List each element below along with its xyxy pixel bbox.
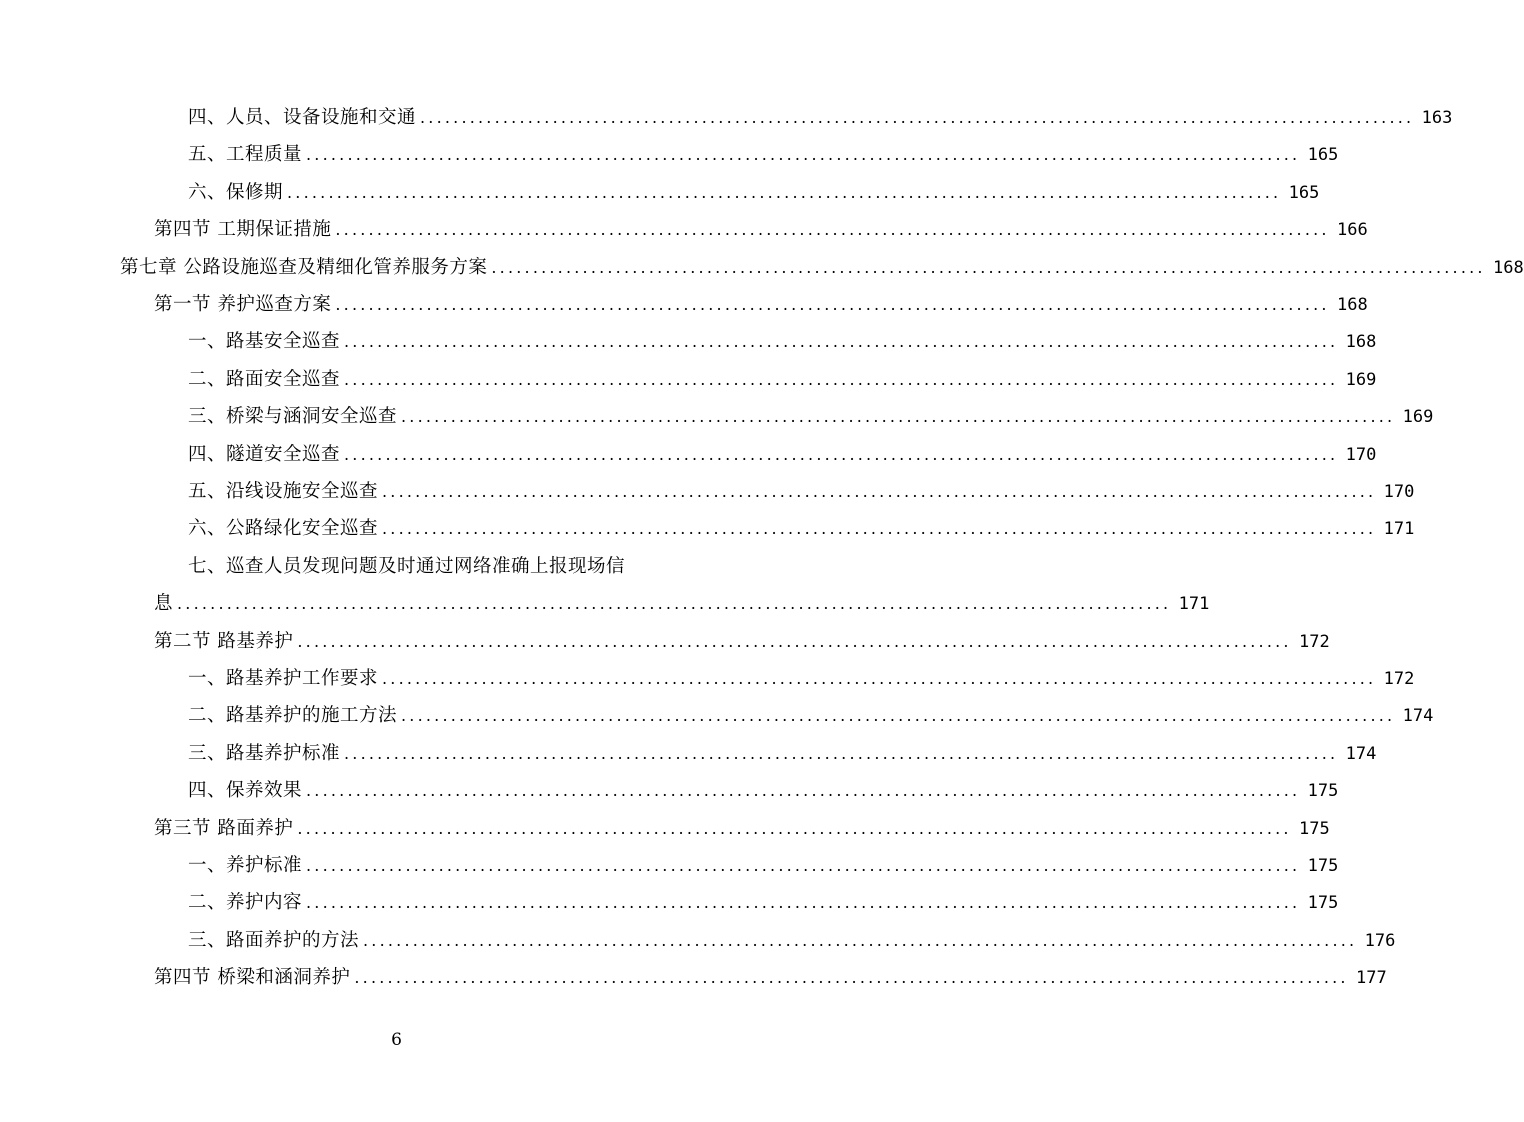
toc-entry-label: 第二节 路基养护 bbox=[154, 630, 294, 652]
toc-entry-page: 168 bbox=[1492, 257, 1524, 278]
toc-entry[interactable] bbox=[188, 137, 1339, 173]
toc-entry-label: 二、养护内容 bbox=[188, 892, 303, 914]
leader-dots: ........................................................................................................................ bbox=[382, 519, 1377, 539]
toc-entry-label-continued: 息 bbox=[154, 593, 174, 615]
toc-entry[interactable] bbox=[188, 100, 1453, 136]
toc-entry-page: 174 bbox=[1402, 706, 1434, 727]
toc-entry-label: 六、保修期 bbox=[188, 181, 284, 203]
toc-entry[interactable] bbox=[188, 362, 1377, 398]
toc-entry-label: 六、公路绿化安全巡查 bbox=[188, 518, 379, 540]
toc-entry[interactable] bbox=[154, 212, 1368, 248]
toc-entry-page: 175 bbox=[1307, 781, 1339, 802]
toc-entry[interactable] bbox=[188, 324, 1377, 360]
leader-dots: ........................................................................................................................ bbox=[306, 145, 1301, 165]
page-number: 6 bbox=[391, 1030, 402, 1050]
leader-dots: ........................................................................................................................ bbox=[401, 706, 1396, 726]
toc-entry[interactable] bbox=[154, 586, 1210, 622]
leader-dots: ........................................................................................................................ bbox=[297, 818, 1292, 838]
toc-entry-page: 171 bbox=[1383, 519, 1415, 540]
toc-entry-label: 四、保养效果 bbox=[188, 780, 303, 802]
toc-entry-page: 166 bbox=[1336, 220, 1368, 241]
toc-entry-page: 168 bbox=[1345, 332, 1377, 353]
toc-entry[interactable] bbox=[188, 511, 1415, 547]
leader-dots: ........................................................................................................................ bbox=[354, 968, 1349, 988]
toc-entry-page: 170 bbox=[1383, 482, 1415, 502]
toc-entry-page: 165 bbox=[1307, 145, 1339, 166]
toc-entry-label: 五、工程质量 bbox=[188, 144, 303, 166]
toc-entry-page: 169 bbox=[1402, 407, 1434, 428]
toc-entry[interactable] bbox=[154, 960, 1387, 996]
toc-entry-page: 172 bbox=[1298, 631, 1330, 652]
toc-entry-label: 一、路基安全巡查 bbox=[188, 331, 341, 353]
toc-entry-label: 第一节 养护巡查方案 bbox=[154, 294, 332, 315]
toc-entry[interactable] bbox=[188, 773, 1339, 809]
leader-dots: ........................................................................................................................ bbox=[363, 930, 1358, 950]
toc-entry-label: 一、养护标准 bbox=[188, 855, 303, 876]
toc-entry-page: 174 bbox=[1345, 743, 1377, 764]
leader-dots: ........................................................................................................................ bbox=[335, 295, 1330, 314]
toc-entry-page: 171 bbox=[1178, 594, 1210, 615]
leader-dots: ........................................................................................................................ bbox=[297, 631, 1292, 651]
toc-entry-page: 172 bbox=[1383, 669, 1415, 689]
leader-dots: ........................................................................................................................ bbox=[491, 257, 1486, 277]
toc-entry-page: 168 bbox=[1336, 295, 1368, 315]
toc-entry[interactable] bbox=[188, 848, 1339, 884]
toc-entry[interactable] bbox=[188, 474, 1415, 510]
toc-entry[interactable] bbox=[188, 661, 1415, 697]
leader-dots: ........................................................................................................................ bbox=[344, 444, 1339, 464]
toc-entry[interactable] bbox=[188, 698, 1434, 734]
leader-dots: ........................................................................................................................ bbox=[177, 594, 1172, 614]
leader-dots: ........................................................................................................................ bbox=[420, 108, 1415, 127]
toc-entry-label: 四、人员、设备设施和交通 bbox=[188, 107, 417, 128]
toc-entry-label: 第四节 工期保证措施 bbox=[154, 219, 332, 241]
toc-entry[interactable] bbox=[188, 923, 1396, 959]
toc-entry-page: 177 bbox=[1355, 968, 1387, 989]
toc-entry[interactable] bbox=[120, 250, 1524, 286]
toc-entry-label: 三、路基养护标准 bbox=[188, 742, 341, 764]
toc-entry-label: 二、路基养护的施工方法 bbox=[188, 705, 398, 727]
leader-dots: ........................................................................................................................ bbox=[306, 893, 1301, 913]
toc-entry-label: 第四节 桥梁和涵洞养护 bbox=[154, 967, 351, 989]
toc-entry-label: 一、路基养护工作要求 bbox=[188, 668, 379, 689]
leader-dots: ........................................................................................................................ bbox=[344, 369, 1339, 389]
toc-entry-label: 第七章 公路设施巡查及精细化管养服务方案 bbox=[120, 256, 488, 278]
toc-entry[interactable] bbox=[154, 811, 1330, 847]
toc-entry-page: 165 bbox=[1288, 182, 1320, 203]
leader-dots: ........................................................................................................................ bbox=[344, 743, 1339, 763]
toc-entry[interactable] bbox=[188, 736, 1377, 772]
leader-dots: ........................................................................................................................ bbox=[287, 182, 1282, 202]
toc-entry-page: 163 bbox=[1421, 108, 1453, 128]
toc-entry[interactable] bbox=[188, 399, 1434, 435]
toc-entry-page: 175 bbox=[1307, 893, 1339, 914]
toc-entry[interactable] bbox=[154, 624, 1330, 660]
toc-entry-page: 170 bbox=[1345, 444, 1377, 465]
leader-dots: ........................................................................................................................ bbox=[344, 332, 1339, 352]
toc-entry-page: 169 bbox=[1345, 369, 1377, 390]
toc-entry[interactable] bbox=[188, 175, 1320, 211]
toc-entry-label: 四、隧道安全巡查 bbox=[188, 443, 341, 465]
toc-entry-page: 175 bbox=[1307, 856, 1339, 876]
leader-dots: ........................................................................................................................ bbox=[306, 856, 1301, 875]
toc-entry-page: 175 bbox=[1298, 818, 1330, 839]
toc-entry-label: 三、桥梁与涵洞安全巡查 bbox=[188, 406, 398, 428]
toc-entry-label: 二、路面安全巡查 bbox=[188, 368, 341, 390]
leader-dots: ........................................................................................................................ bbox=[382, 482, 1377, 501]
leader-dots: ........................................................................................................................ bbox=[401, 407, 1396, 427]
toc-entry[interactable] bbox=[188, 885, 1339, 921]
leader-dots: ........................................................................................................................ bbox=[335, 220, 1330, 240]
toc-entry[interactable] bbox=[154, 287, 1368, 323]
leader-dots: ........................................................................................................................ bbox=[382, 669, 1377, 688]
toc-entry-label: 三、路面养护的方法 bbox=[188, 929, 360, 951]
toc-entry-label: 七、巡查人员发现问题及时通过网络准确上报现场信 bbox=[188, 555, 626, 577]
toc-entry-label: 五、沿线设施安全巡查 bbox=[188, 481, 379, 502]
toc-entry-page: 176 bbox=[1364, 930, 1396, 951]
toc-entry-label: 第三节 路面养护 bbox=[154, 817, 294, 839]
toc-entry[interactable] bbox=[188, 437, 1377, 473]
leader-dots: ........................................................................................................................ bbox=[306, 781, 1301, 801]
